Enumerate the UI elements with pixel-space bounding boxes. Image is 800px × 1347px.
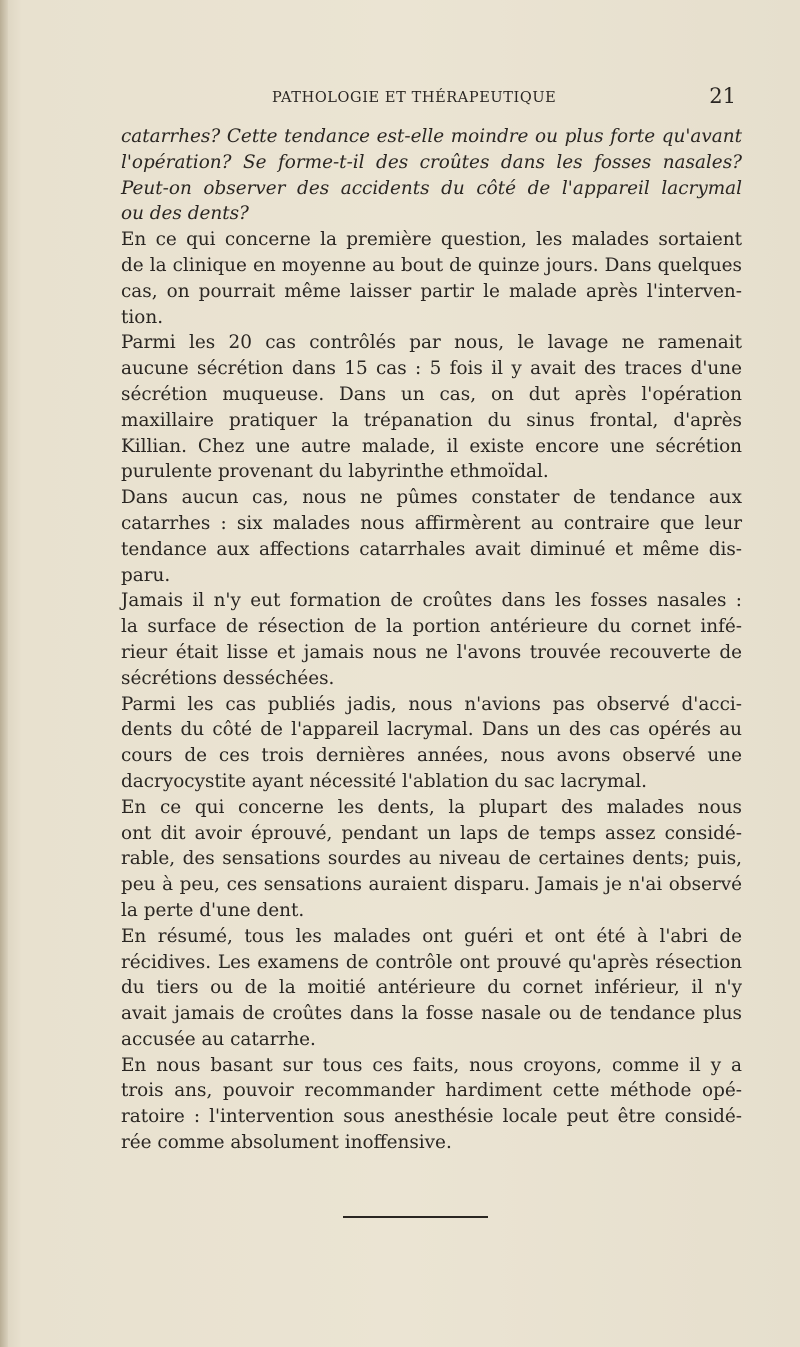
- text-line: En ce qui concerne la première question, les malades sortaient: [121, 229, 742, 251]
- text-line: peu à peu, ces sensations auraient disparu. Jamais je n'ai observé: [121, 874, 742, 896]
- text-line: ont dit avoir éprouvé, pendant un laps de temps assez considé-: [121, 822, 742, 844]
- text-line: de la clinique en moyenne au bout de quinze jours. Dans quelques: [121, 254, 742, 276]
- text-line: En résumé, tous les malades ont guéri et ont été à l'abri de: [121, 925, 742, 947]
- text-line: tendance aux affections catarrhales avait diminué et même dis-: [121, 538, 742, 560]
- text-line: tion.: [121, 306, 164, 328]
- text-line: cours de ces trois dernières années, nous avons observé une: [121, 745, 742, 767]
- end-rule: [343, 1216, 488, 1218]
- text-line: avait jamais de croûtes dans la fosse nasale ou de tendance plus: [121, 1003, 742, 1025]
- text-line: trois ans, pouvoir recommander hardiment cette méthode opé-: [121, 1080, 742, 1102]
- text-line: paru.: [121, 564, 171, 586]
- body-text: [121, 124, 742, 1156]
- text-line: Jamais il n'y eut formation de croûtes dans les fosses nasales :: [121, 590, 742, 612]
- text-line: la perte d'une dent.: [121, 899, 305, 921]
- text-line: ratoire : l'intervention sous anesthésie locale peut être considé-: [121, 1106, 742, 1128]
- text-line: rieur était lisse et jamais nous ne l'avons trouvée recouverte de: [121, 641, 742, 663]
- text-line: récidives. Les examens de contrôle ont prouvé qu'après résection: [121, 951, 742, 973]
- text-line: cas, on pourrait même laisser partir le malade après l'interven-: [121, 280, 742, 302]
- text-line: la surface de résection de la portion antérieure du cornet infé-: [121, 616, 742, 638]
- text-line: rée comme absolument inoffensive.: [121, 1132, 452, 1154]
- text-line: Peut-on observer des accidents du côté de l'appareil lacrymal: [121, 177, 742, 199]
- page-header: [120, 84, 740, 114]
- text-line: ou des dents?: [121, 203, 249, 225]
- text-line: accusée au catarrhe.: [121, 1028, 316, 1050]
- running-head: PATHOLOGIE ET THÉRAPEUTIQUE: [272, 90, 557, 106]
- text-line: Killian. Chez une autre malade, il existe encore une sécrétion: [121, 435, 742, 457]
- text-line: rable, des sensations sourdes au niveau de certaines dents; puis,: [121, 848, 742, 870]
- text-line: maxillaire pratiquer la trépanation du sinus frontal, d'après: [121, 409, 742, 431]
- text-line: sécrétions desséchées.: [121, 667, 335, 689]
- text-line: aucune sécrétion dans 15 cas : 5 fois il y avait des traces d'une: [121, 358, 742, 380]
- text-line: Parmi les cas publiés jadis, nous n'avions pas observé d'acci-: [121, 693, 742, 715]
- text-line: Parmi les 20 cas contrôlés par nous, le lavage ne ramenait: [121, 332, 742, 354]
- text-line: l'opération? Se forme-t-il des croûtes dans les fosses nasales?: [121, 151, 742, 173]
- page-gutter-shadow: [0, 0, 8, 1347]
- text-line: dents du côté de l'appareil lacrymal. Dans un des cas opérés au: [121, 719, 742, 741]
- page-number: 21: [709, 84, 736, 108]
- text-line: Dans aucun cas, nous ne pûmes constater de tendance aux: [121, 487, 742, 509]
- text-line: purulente provenant du labyrinthe ethmoïdal.: [121, 461, 549, 483]
- text-line: En nous basant sur tous ces faits, nous croyons, comme il y a: [121, 1054, 742, 1076]
- text-line: dacryocystite ayant nécessité l'ablation du sac lacrymal.: [121, 770, 648, 792]
- text-line: catarrhes : six malades nous affirmèrent au contraire que leur: [121, 512, 742, 534]
- text-line: catarrhes? Cette tendance est-elle moindre ou plus forte qu'avant: [121, 126, 742, 147]
- text-line: du tiers ou de la moitié antérieure du cornet inférieur, il n'y: [121, 977, 742, 999]
- text-line: En ce qui concerne les dents, la plupart des malades nous: [121, 796, 742, 818]
- text-line: sécrétion muqueuse. Dans un cas, on dut après l'opération: [121, 383, 742, 405]
